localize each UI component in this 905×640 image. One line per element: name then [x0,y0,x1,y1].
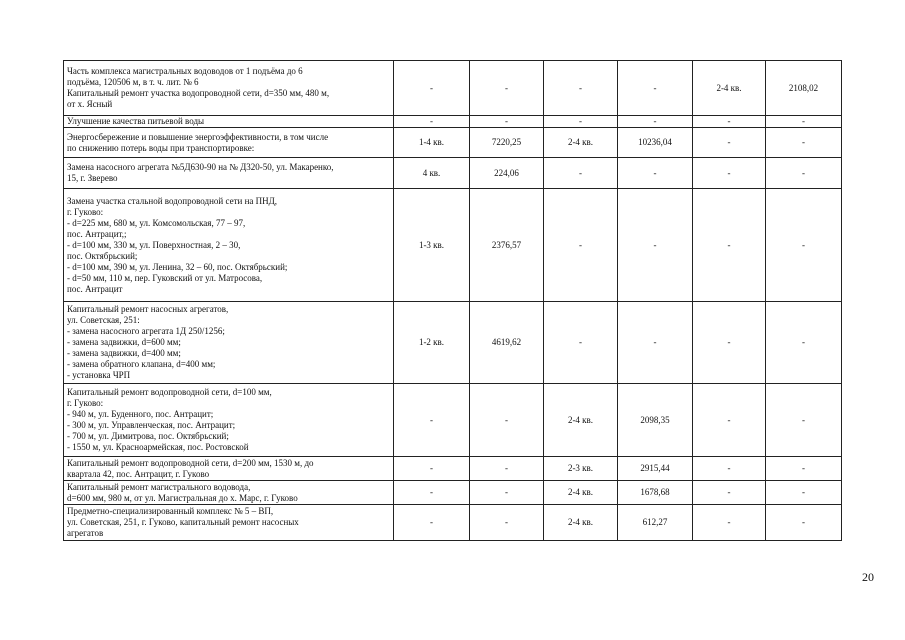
value-cell: - [766,302,842,384]
value-cell: 1-4 кв. [394,128,470,158]
description-line: пос. Антрацит,; [67,228,127,239]
value-cell: - [470,457,544,481]
description-line: Капитальный ремонт водопроводной сети, d=100 мм, [67,387,272,397]
value-cell: - [693,384,766,457]
value-cell: - [470,505,544,541]
value-cell: - [544,158,618,189]
table-row [64,457,842,481]
value-cell: 1-3 кв. [394,189,470,302]
value-cell: - [394,505,470,541]
value-cell: - [693,505,766,541]
value-cell: 2376,57 [470,189,544,302]
value-cell: - [544,302,618,384]
value-cell: - [693,116,766,128]
value-cell: - [693,189,766,302]
value-cell: - [618,302,693,384]
work-description-cell [64,481,394,505]
value-cell: - [618,116,693,128]
works-table [63,60,842,541]
work-description-cell [64,384,394,457]
work-description-cell [64,116,394,128]
work-description-cell [64,505,394,541]
value-cell: - [394,384,470,457]
value-cell: 4619,62 [470,302,544,384]
work-description-cell [64,189,394,302]
value-cell: - [618,61,693,116]
table-row [64,302,842,384]
value-cell: - [544,61,618,116]
description-line: - 1550 м, ул. Красноармейская, пос. Ростовской [67,442,249,452]
value-cell: - [544,116,618,128]
work-description-cell [64,302,394,384]
value-cell: 612,27 [618,505,693,541]
description-line: Капитальный ремонт магистрального водовода, [67,481,251,492]
work-description-cell [64,457,394,481]
value-cell: 1678,68 [618,481,693,505]
value-cell: 2-4 кв. [544,128,618,158]
value-cell: - [693,128,766,158]
description-line: Часть комплекса магистральных водоводов от 1 подъёма до 6 [67,66,303,76]
value-cell: - [766,158,842,189]
value-cell: - [394,116,470,128]
description-line: Капитальный ремонт участка водопроводной сети, d=350 мм, 480 м, [67,88,330,98]
description-line: Предметно-специализированный комплекс № 5 – ВП, [67,506,274,516]
description-line: - 940 м, ул. Буденного, пос. Антрацит; [67,409,214,419]
description-line: - замена обратного клапана, d=400 мм; [67,359,216,369]
value-cell: - [394,61,470,116]
table-row [64,481,842,505]
description-line: Капитальный ремонт водопроводной сети, d=200 мм, 1530 м, до [67,457,314,468]
value-cell: 2108,02 [766,61,842,116]
value-cell: 7220,25 [470,128,544,158]
value-cell: - [470,481,544,505]
table-row [64,116,842,128]
value-cell: - [766,116,842,128]
value-cell: - [766,384,842,457]
description-line: от х. Ясный [67,99,113,109]
description-line: Энергосбережение и повышение энергоэффективности, в том числе [67,131,329,142]
description-line: Улучшение качества питьевой воды [67,116,205,126]
description-line: Капитальный ремонт насосных агрегатов, [67,304,229,314]
description-line: по снижению потерь воды при транспортировке: [67,142,255,153]
description-line: г. Гуково: [67,206,104,217]
table-row [64,505,842,541]
description-line: г. Гуково: [67,398,104,408]
value-cell: 2-4 кв. [693,61,766,116]
value-cell: - [394,457,470,481]
value-cell: - [544,189,618,302]
description-line: - установка ЧРП [67,370,131,380]
value-cell: - [693,481,766,505]
value-cell: - [618,189,693,302]
value-cell: - [693,457,766,481]
value-cell: 10236,04 [618,128,693,158]
value-cell: - [394,481,470,505]
value-cell: - [766,128,842,158]
value-cell: - [470,61,544,116]
value-cell: 2098,35 [618,384,693,457]
table-row [64,189,842,302]
description-line: - d=100 мм, 330 м, ул. Поверхностная, 2 – 30, [67,239,241,250]
value-cell: 2915,44 [618,457,693,481]
description-line: - d=100 мм, 390 м, ул. Ленина, 32 – 60, пос. Октябрьский; [67,261,288,272]
description-line: Замена насосного агрегата №5Д630-90 на № Д320-50, ул. Макаренко, [67,162,334,172]
value-cell: - [470,384,544,457]
value-cell: - [693,158,766,189]
description-line: - замена насосного агрегата 1Д 250/1256; [67,326,225,336]
table-row [64,128,842,158]
page-number: 20 [862,570,874,584]
value-cell: 2-4 кв. [544,384,618,457]
value-cell: - [766,189,842,302]
value-cell: 2-4 кв. [544,505,618,541]
table-row [64,61,842,116]
description-line: - замена задвижки, d=600 мм; [67,337,181,347]
description-line: - d=50 мм, 110 м, пер. Гуковский от ул. Матросова, [67,272,263,283]
description-line: ул. Советская, 251, г. Гуково, капитальный ремонт насосных [67,517,299,527]
description-line: квартала 42, пос. Антрацит, г. Гуково [67,468,210,479]
value-cell: 1-2 кв. [394,302,470,384]
description-line: подъёма, 120506 м, в т. ч. лит. № 6 [67,77,199,87]
description-line: - d=225 мм, 680 м, ул. Комсомольская, 77 – 97, [67,217,246,228]
description-line: ул. Советская, 251: [67,315,140,325]
description-line: Замена участка стальной водопроводной сети на ПНД, [67,195,278,206]
description-line: d=600 мм, 980 м, от ул. Магистральная до х. Марс, г. Гуково [67,492,298,503]
description-line: - 300 м, ул. Управленческая, пос. Антрацит; [67,420,236,430]
value-cell: 224,06 [470,158,544,189]
table-row [64,158,842,189]
value-cell: 4 кв. [394,158,470,189]
value-cell: - [618,158,693,189]
value-cell: - [766,481,842,505]
description-line: - 700 м, ул. Димитрова, пос. Октябрьский; [67,431,229,441]
value-cell: - [470,116,544,128]
value-cell: 2-3 кв. [544,457,618,481]
description-line: - замена задвижки, d=400 мм; [67,348,181,358]
description-line: пос. Октябрьский; [67,250,138,261]
value-cell: 2-4 кв. [544,481,618,505]
value-cell: - [766,457,842,481]
description-line: пос. Антрацит [67,283,123,294]
value-cell: - [766,505,842,541]
description-line: 15, г. Зверево [67,173,118,183]
value-cell: - [693,302,766,384]
work-description-cell [64,61,394,116]
table-row [64,384,842,457]
work-description-cell [64,158,394,189]
description-line: агрегатов [67,528,104,538]
work-description-cell [64,128,394,158]
